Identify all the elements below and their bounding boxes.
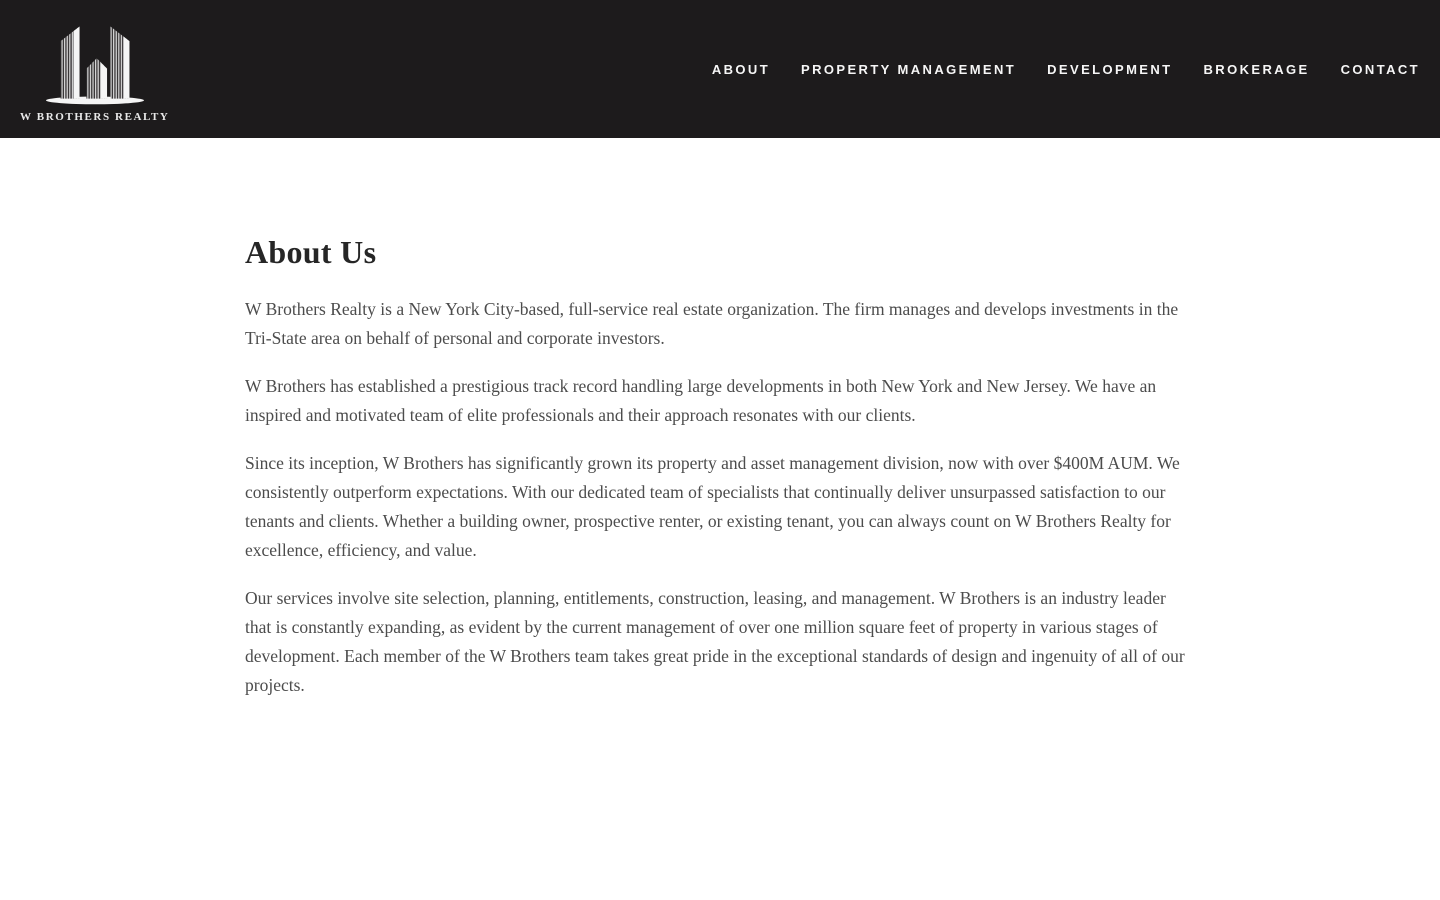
nav-item-development[interactable]: DEVELOPMENT <box>1047 61 1173 77</box>
main-nav <box>712 62 1420 77</box>
logo-wordmark: W BROTHERS REALTY <box>20 111 170 123</box>
about-paragraph-1: W Brothers Realty is a New York City-based, full-service real estate organization. The firm manages and develops investments in the Tri-State area on behalf of personal and corporate investors. <box>245 299 1179 348</box>
site-header <box>0 0 1440 138</box>
nav-item-brokerage[interactable]: BROKERAGE <box>1203 61 1310 77</box>
nav-item-contact[interactable]: CONTACT <box>1340 61 1420 77</box>
page-title: About Us <box>245 234 377 270</box>
about-paragraph-2: W Brothers has established a prestigious track record handling large developments in both New York and New Jersey. We have an inspired and motivated team of elite professionals and their approach resonates with our clients. <box>245 376 1157 425</box>
about-content <box>245 138 1195 700</box>
buildings-logo-icon <box>37 17 153 109</box>
logo[interactable] <box>20 17 169 123</box>
about-paragraph-4: Our services involve site selection, planning, entitlements, construction, leasing, and management. W Brothers is an industry leader that is constantly expanding, as evident by the current management of over one million square feet of property in various stages of development. Each member of the W Brothers team takes great pride in the exceptional standards of design and ingenuity of all of our projects. <box>245 588 1185 695</box>
nav-item-about[interactable]: ABOUT <box>711 61 771 77</box>
nav-item-property-management[interactable]: PROPERTY MANAGEMENT <box>801 61 1017 77</box>
about-paragraph-3: Since its inception, W Brothers has significantly grown its property and asset management division, now with over $400M AUM. We consistently outperform expectations. With our dedicated team of specialists that continually deliver unsurpassed satisfaction to our tenants and clients. Whether a building owner, prospective renter, or existing tenant, you can always count on W Brothers Realty for excellence, efficiency, and value. <box>245 453 1180 560</box>
